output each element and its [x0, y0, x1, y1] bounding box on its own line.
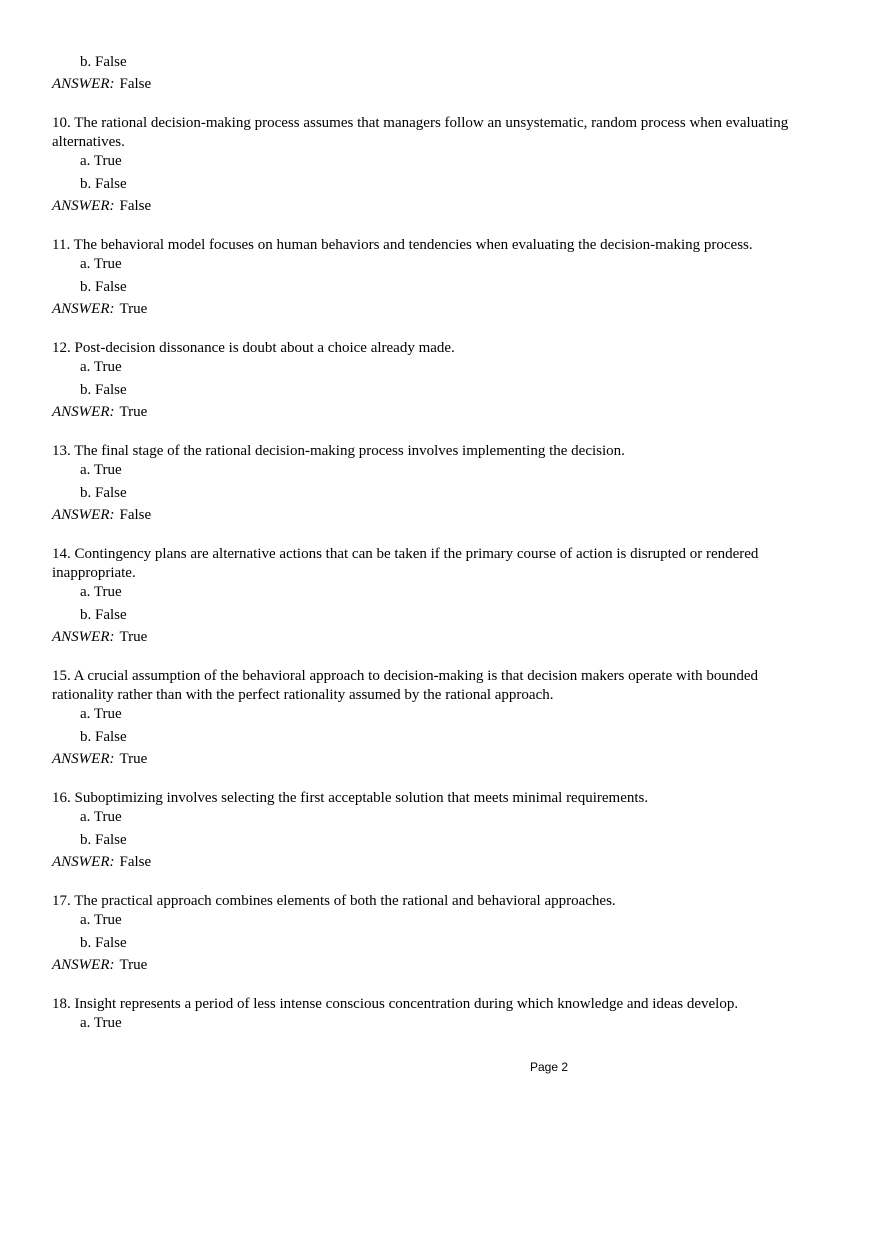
option-a: a. True	[80, 462, 122, 478]
intro-answer	[52, 75, 812, 94]
option-b: b. False	[80, 935, 127, 951]
option-a: a. True	[80, 809, 122, 825]
answer-value: True	[119, 404, 148, 420]
option-b: b. False	[80, 607, 127, 623]
answer-value: False	[119, 198, 152, 214]
answer-value: False	[119, 76, 152, 92]
option-a: a. True	[80, 256, 122, 272]
answer	[52, 956, 812, 975]
answer-value: True	[119, 957, 148, 973]
question-text: 10. The rational decision-making process assumes that managers follow an unsystematic, random process when evaluating alternatives.	[52, 115, 789, 150]
option-a: a. True	[80, 584, 122, 600]
question-text: 15. A crucial assumption of the behavioral approach to decision-making is that decision makers operate with bounded rationality rather than with the perfect rationality assumed by the rational approach.	[52, 668, 759, 703]
answer	[52, 197, 812, 216]
question-12	[52, 339, 812, 422]
answer-value: True	[119, 301, 148, 317]
document-page	[52, 53, 812, 1033]
option-a: a. True	[80, 1015, 122, 1031]
answer-label: ANSWER:	[52, 198, 115, 214]
option-a: a. True	[80, 912, 122, 928]
answer-value: False	[119, 507, 152, 523]
question-14	[52, 545, 812, 647]
answer	[52, 750, 812, 769]
answer-value: False	[119, 854, 152, 870]
answer-label: ANSWER:	[52, 76, 115, 92]
answer	[52, 300, 812, 319]
question-text: 13. The final stage of the rational decision-making process involves implementing the decision.	[52, 443, 625, 459]
option-a: a. True	[80, 359, 122, 375]
answer	[52, 628, 812, 647]
question-13	[52, 442, 812, 525]
answer-value: True	[119, 629, 148, 645]
question-16	[52, 789, 812, 872]
intro-option-b: b. False	[80, 54, 127, 70]
option-b: b. False	[80, 729, 127, 745]
question-text: 11. The behavioral model focuses on human behaviors and tendencies when evaluating the decision-making process.	[52, 237, 753, 253]
option-a: a. True	[80, 706, 122, 722]
question-11	[52, 236, 812, 319]
question-text: 12. Post-decision dissonance is doubt about a choice already made.	[52, 340, 455, 356]
option-b: b. False	[80, 382, 127, 398]
answer-label: ANSWER:	[52, 751, 115, 767]
question-text: 16. Suboptimizing involves selecting the first acceptable solution that meets minimal requirements.	[52, 790, 649, 806]
question-text: 14. Contingency plans are alternative actions that can be taken if the primary course of action is disrupted or rendered inappropriate.	[52, 546, 759, 581]
option-b: b. False	[80, 485, 127, 501]
option-a: a. True	[80, 153, 122, 169]
answer	[52, 403, 812, 422]
answer-label: ANSWER:	[52, 301, 115, 317]
question-10	[52, 114, 812, 216]
page-number: Page 2	[530, 1060, 569, 1074]
answer-label: ANSWER:	[52, 629, 115, 645]
answer-value: True	[119, 751, 148, 767]
answer-label: ANSWER:	[52, 404, 115, 420]
option-b: b. False	[80, 279, 127, 295]
option-b: b. False	[80, 832, 127, 848]
answer	[52, 506, 812, 525]
question-15	[52, 667, 812, 769]
option-b: b. False	[80, 176, 127, 192]
answer-label: ANSWER:	[52, 507, 115, 523]
answer-label: ANSWER:	[52, 957, 115, 973]
question-text: 18. Insight represents a period of less intense conscious concentration during which knowledge and ideas develop.	[52, 996, 739, 1012]
question-text: 17. The practical approach combines elements of both the rational and behavioral approaches.	[52, 893, 616, 909]
answer-label: ANSWER:	[52, 854, 115, 870]
question-18	[52, 995, 812, 1033]
answer	[52, 853, 812, 872]
question-17	[52, 892, 812, 975]
